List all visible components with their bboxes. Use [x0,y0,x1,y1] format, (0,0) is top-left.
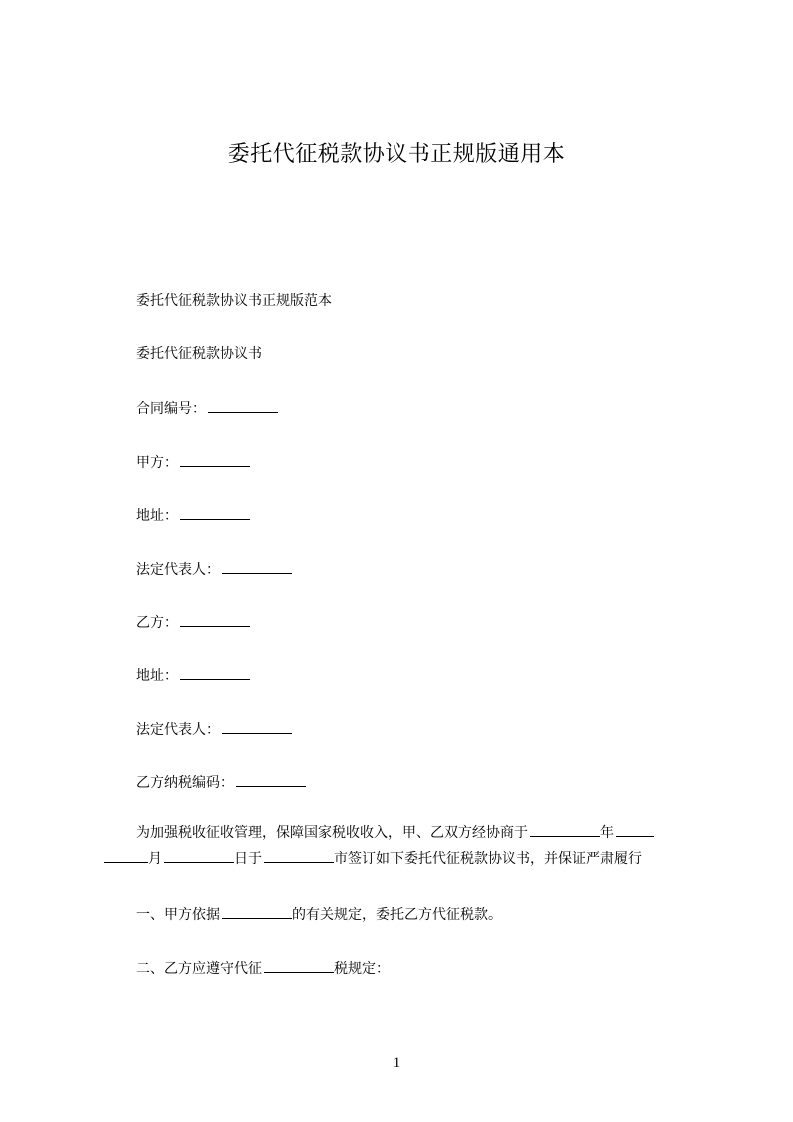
intro-text-2: 市签订如下委托代征税款协议书，并保证严肃履行 [334,851,642,867]
party-a-blank[interactable] [180,452,250,467]
intro-month-blank[interactable] [104,848,148,863]
contract-no-line [136,398,278,419]
subtitle-text: 委托代征税款协议书正规版范本 [136,293,332,309]
clause-1-line [136,904,502,925]
party-a-rep-label: 法定代表人： [136,562,220,578]
party-b-line [136,612,250,633]
party-a-address-blank[interactable] [180,505,250,520]
party-b-address-line [136,665,250,686]
intro-row-2 [104,846,704,872]
heading-text: 委托代征税款协议书 [136,346,262,362]
heading-line [136,344,262,364]
clause-2-suffix: 税规定： [334,961,390,977]
intro-day-at: 日于 [234,851,262,867]
page-number: 1 [392,1055,401,1071]
party-b-label: 乙方： [136,615,178,631]
party-a-line [136,452,250,473]
intro-text-1: 为加强税收征收管理，保障国家税收收入，甲、乙双方经协商于 [136,825,528,841]
party-b-rep-label: 法定代表人： [136,722,220,738]
contract-no-blank[interactable] [208,398,278,413]
intro-day-blank[interactable] [164,848,234,863]
party-a-address-line [136,505,250,526]
party-a-rep-line [136,559,292,580]
party-a-rep-blank[interactable] [222,559,292,574]
party-a-label: 甲方： [136,455,178,471]
party-b-tax-code-label: 乙方纳税编码： [136,775,234,791]
intro-paragraph [104,820,704,872]
clause-1-prefix: 一、甲方依据 [136,907,220,923]
party-b-tax-code-line [136,772,306,793]
party-b-address-blank[interactable] [180,665,250,680]
clause-1-blank[interactable] [222,904,292,919]
party-a-address-label: 地址： [136,508,178,524]
subtitle-line [136,291,332,311]
party-b-rep-line [136,719,292,740]
clause-1-suffix: 的有关规定，委托乙方代征税款。 [292,907,502,923]
clause-2-prefix: 二、乙方应遵守代征 [136,961,262,977]
intro-year: 年 [600,825,614,841]
party-b-blank[interactable] [180,612,250,627]
intro-row-1 [104,820,704,846]
intro-city-blank[interactable] [264,848,334,863]
clause-2-blank[interactable] [264,958,334,973]
party-b-rep-blank[interactable] [222,719,292,734]
party-b-tax-code-blank[interactable] [236,772,306,787]
clause-2-line [136,958,390,979]
document-title: 委托代征税款协议书正规版通用本 [227,142,566,167]
contract-no-label: 合同编号： [136,401,206,417]
party-b-address-label: 地址： [136,668,178,684]
intro-month: 月 [148,851,162,867]
intro-date-blank[interactable] [530,822,600,837]
intro-year-blank[interactable] [616,822,654,837]
